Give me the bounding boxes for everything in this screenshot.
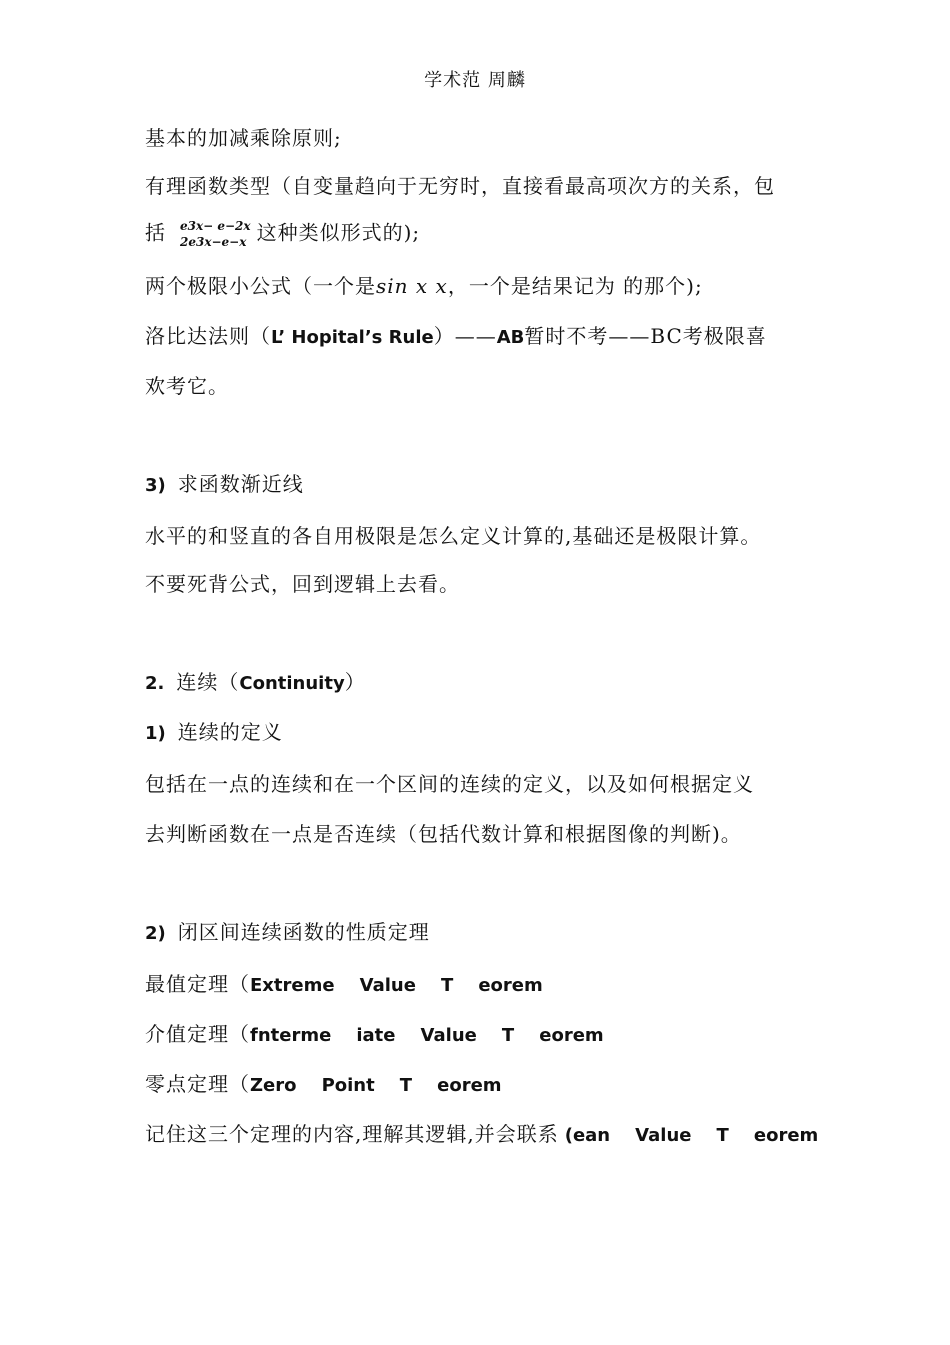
text-line-rational-functions: 有理函数类型（自变量趋向于无穷时，直接看最高项次方的关系，包	[145, 174, 775, 198]
theorem-name: Extreme Value T eorem	[250, 975, 543, 996]
fraction-formula	[180, 218, 251, 250]
text-line-basic-rules: 基本的加减乘除原则;	[145, 126, 342, 150]
limit-formulas-prefix: 两个极限小公式（一个是	[145, 274, 376, 298]
fraction-denominator: 2e3x−e−x	[180, 235, 247, 249]
theorem-intermediate-value	[145, 1020, 604, 1050]
text-line-limit-formulas	[145, 272, 703, 300]
text-line-like-to-test: 欢考它。	[145, 374, 229, 398]
section-title: 连续（	[176, 670, 240, 694]
mean-value-theorem: (ean Value T eorem	[564, 1125, 819, 1146]
subsection-title: 连续的定义	[177, 720, 283, 744]
fraction-prefix: 括	[145, 220, 166, 245]
page-header: 学术范 周麟	[424, 70, 526, 91]
theorem-name: fnterme iate Value T eorem	[250, 1025, 604, 1046]
lhopital-rule-name: L’ Hopital’s Rule	[271, 327, 434, 348]
fraction-suffix: 这种类似形式的);	[256, 220, 421, 245]
text-line-no-memorize: 不要死背公式，回到逻辑上去看。	[145, 572, 460, 596]
section-heading-continuity	[145, 668, 366, 698]
lhopital-label: 洛比达法则（	[145, 324, 271, 348]
subsection-number: 1)	[145, 723, 166, 744]
continuity-term: Continuity	[239, 673, 345, 694]
fraction-numerator: e3x− e−2x	[180, 219, 251, 233]
theorem-name: Zero Point T eorem	[250, 1075, 502, 1096]
text-line-horizontal-vertical: 水平的和竖直的各自用极限是怎么定义计算的,基础还是极限计算。	[145, 524, 762, 548]
sin-formula: sin x x	[376, 274, 448, 298]
subsection-number: 2)	[145, 923, 166, 944]
text-line-lhopital	[145, 322, 767, 352]
dash-text: ）——	[433, 324, 497, 348]
text-line-definition-scope: 包括在一点的连续和在一个区间的连续的定义，以及如何根据定义	[145, 772, 754, 796]
text-line-fraction-example	[145, 218, 420, 250]
section-number: 2.	[145, 673, 165, 694]
theorem-label: 零点定理（	[145, 1072, 250, 1096]
bc-note: 暂时不考——BC考极限喜	[524, 324, 767, 348]
text-line-judge-continuity: 去判断函数在一点是否连续（包括代数计算和根据图像的判断)。	[145, 822, 742, 846]
limit-formulas-suffix: ，一个是结果记为 的那个);	[447, 274, 703, 298]
section-number: 3)	[145, 475, 166, 496]
theorem-label: 介值定理（	[145, 1022, 250, 1046]
remember-text: 记住这三个定理的内容,理解其逻辑,并会联系	[145, 1122, 559, 1146]
text-line-remember-theorems	[145, 1120, 818, 1150]
theorem-label: 最值定理（	[145, 972, 250, 996]
theorem-extreme-value	[145, 970, 543, 1000]
section-heading-asymptotes	[145, 470, 304, 500]
ab-label: AB	[496, 327, 525, 348]
section-title: 求函数渐近线	[177, 472, 304, 496]
subsection-title: 闭区间连续函数的性质定理	[177, 920, 430, 944]
subsection-heading-theorems	[145, 918, 430, 948]
subsection-heading-definition	[145, 718, 283, 748]
theorem-zero-point	[145, 1070, 502, 1100]
closing-paren: ）	[344, 670, 366, 694]
